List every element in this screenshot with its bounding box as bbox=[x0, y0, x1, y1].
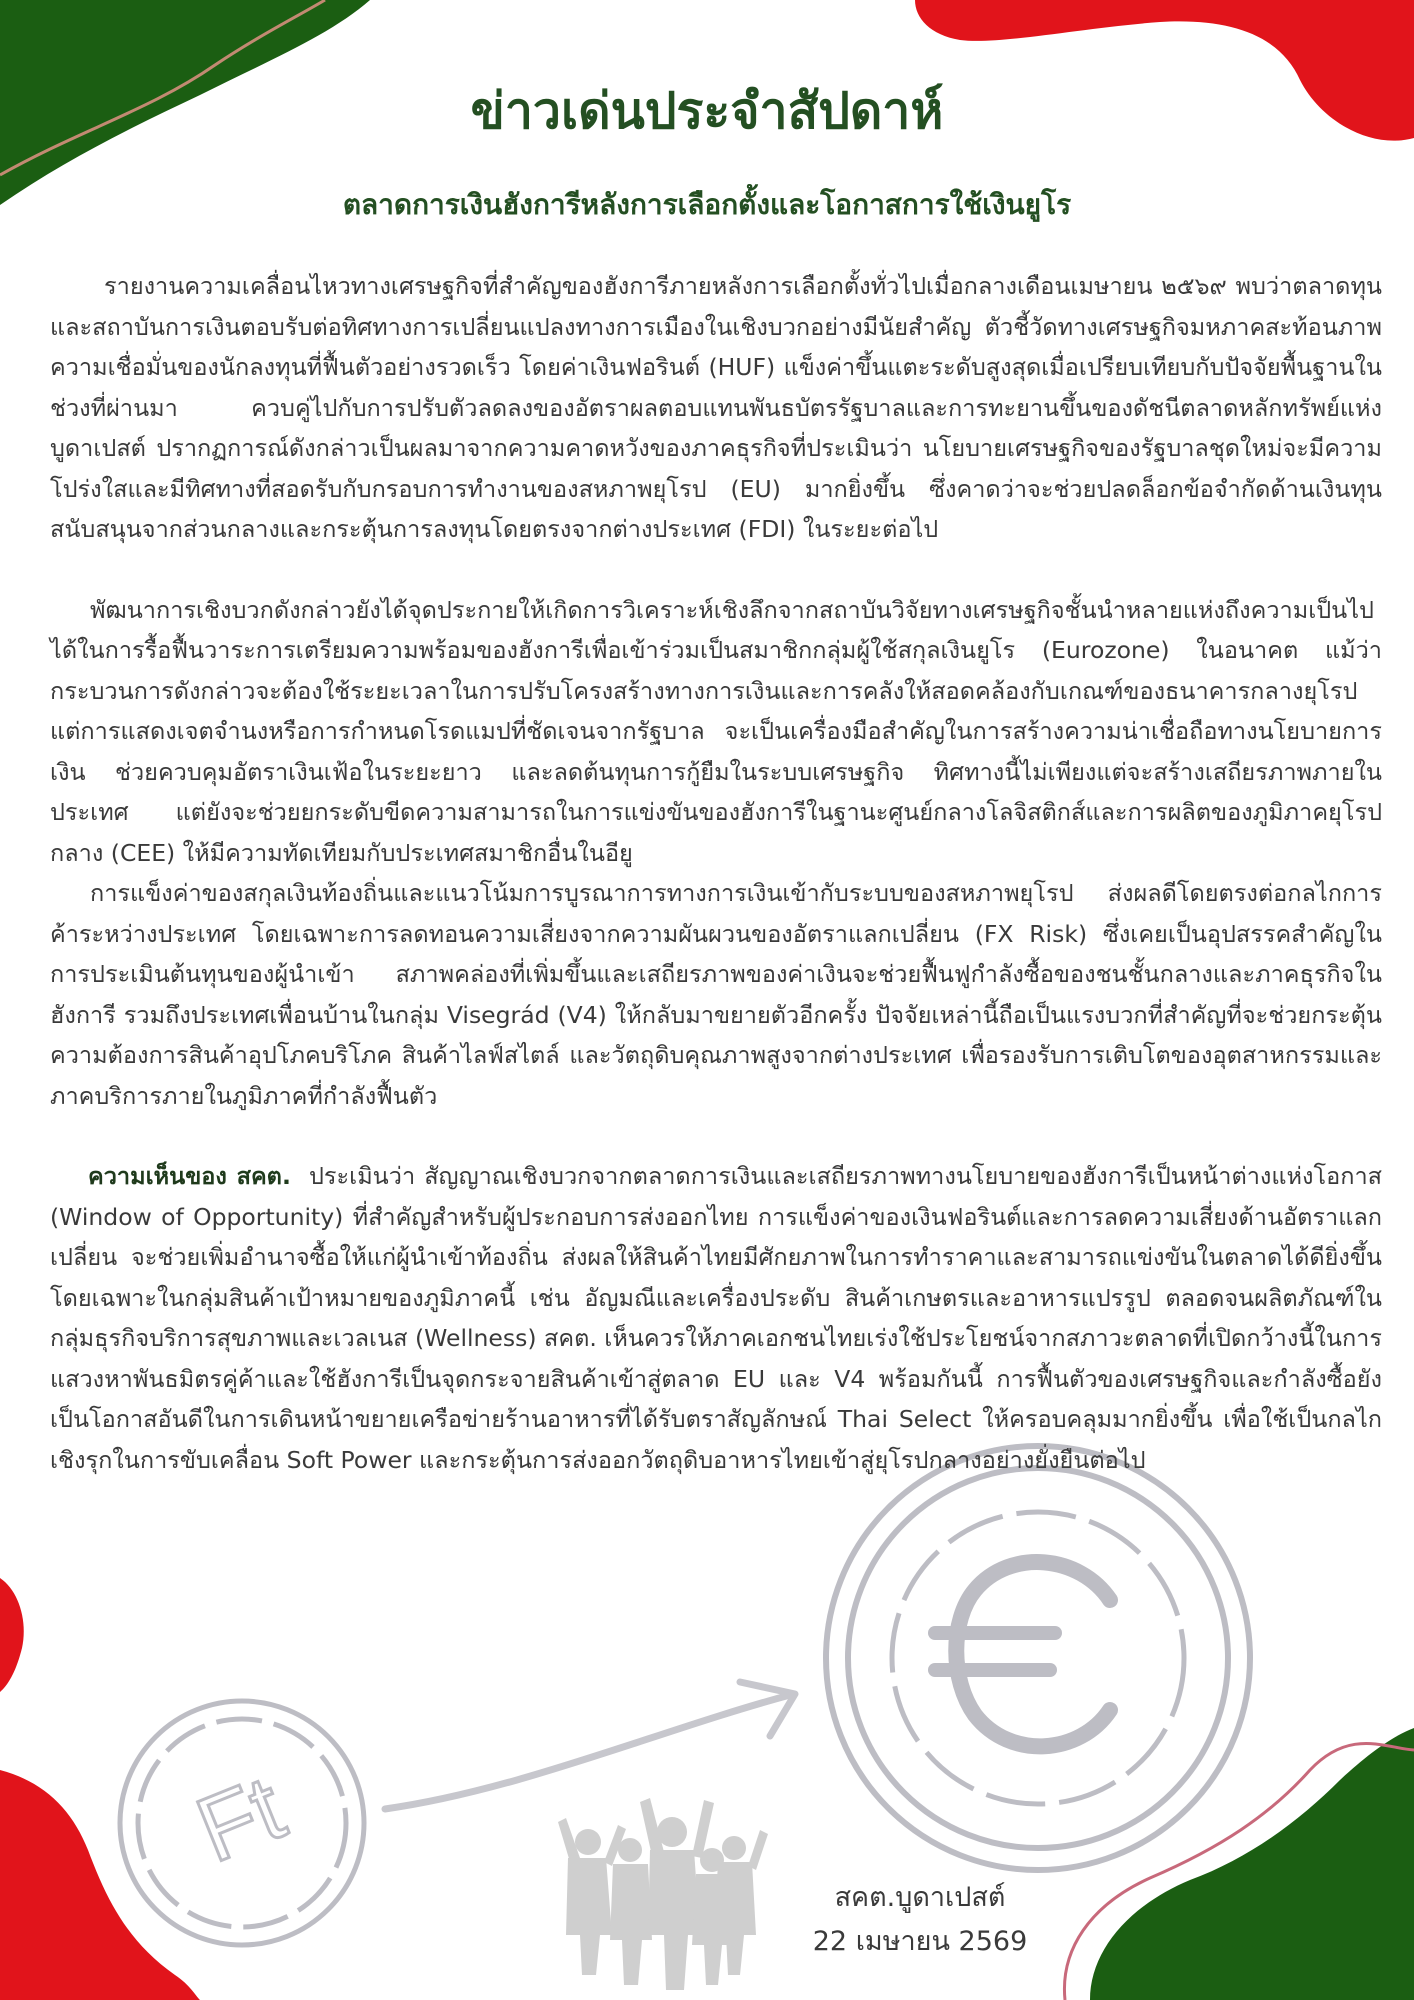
article-paragraph-1: รายงานความเคลื่อนไหวทางเศรษฐกิจที่สำคัญของฮังการีภายหลังการเลือกตั้งทั่วไปเมื่อกลางเดือนเมษายน ๒๕๖๙ พบว่าตลาดทุนและสถาบันการเงินตอบรับต่อทิศทางการเปลี่ยนแปลงทางการเมืองในเชิงบวกอย่างมีนัยสำคัญ ตัวชี้วัดทางเศรษฐกิจมหภาคสะท้อนภาพความเชื่อมั่นของนักลงทุนที่ฟื้นตัวอย่างรวดเร็ว โดยค่าเงินฟอรินต์ (HUF) แข็งค่าขึ้นแตะระดับสูงสุดเมื่อเปรียบเทียบกับปัจจัยพื้นฐานในช่วงที่ผ่านมา ควบคู่ไปกับการปรับตัวลดลงของอัตราผลตอบแทนพันธบัตรรัฐบาลและการทะยานขึ้นของดัชนีตลาดหลักทรัพย์แห่งบูดาเปสต์ ปรากฏการณ์ดังกล่าวเป็นผลมาจากความคาดหวังของภาคธุรกิจที่ประเมินว่า นโยบายเศรษฐกิจของรัฐบาลชุดใหม่จะมีความโปร่งใสและมีทิศทางที่สอดรับกับกรอบการทำงานของสหภาพยุโรป (EU) มากยิ่งขึ้น ซึ่งคาดว่าจะช่วยปลดล็อกข้อจำกัดด้านเงินทุนสนับสนุนจากส่วนกลางและกระตุ้นการลงทุนโดยตรงจากต่างประเทศ (FDI) ในระยะต่อไป bbox=[50, 272, 1382, 543]
opinion-paragraph bbox=[50, 1156, 1382, 1480]
page-subtitle: ตลาดการเงินฮังการีหลังการเลือกตั้งและโอกาสการใช้เงินยูโร bbox=[342, 188, 1072, 221]
forint-coin-label: Ft bbox=[183, 1756, 298, 1882]
page-title: ข่าวเด่นประจำสัปดาห์ bbox=[470, 82, 944, 140]
footer-office: สคต.บูดาเปสต์ bbox=[834, 1882, 1006, 1913]
article-paragraph-3: การแข็งค่าของสกุลเงินท้องถิ่นและแนวโน้มการบูรณาการทางการเงินเข้ากับระบบของสหภาพยุโรป ส่งผลดีโดยตรงต่อกลไกการค้าระหว่างประเทศ โดยเฉพาะการลดทอนความเสี่ยงจากความผันผวนของอัตราแลกเปลี่ยน (FX Risk) ซึ่งเคยเป็นอุปสรรคสำคัญในการประเมินต้นทุนของผู้นำเข้า สภาพคล่องที่เพิ่มขึ้นและเสถียรภาพของค่าเงินจะช่วยฟื้นฟูกำลังซื้อของชนชั้นกลางและภาคธุรกิจในฮังการี รวมถึงประเทศเพื่อนบ้านในกลุ่ม Visegrád (V4) ให้กลับมาขยายตัวอีกครั้ง ปัจจัยเหล่านี้ถือเป็นแรงบวกที่สำคัญที่จะช่วยกระตุ้นความต้องการสินค้าอุปโภคบริโภค สินค้าไลฟ์สไตล์ และวัตถุดิบคุณภาพสูงจากต่างประเทศ เพื่อรองรับการเติบโตของอุตสาหกรรมและภาคบริการภายในภูมิภาคที่กำลังฟื้นตัว bbox=[50, 879, 1382, 1110]
article-body bbox=[50, 266, 1382, 1480]
opinion-lead: ความเห็นของ สคต. bbox=[88, 1162, 291, 1190]
article-paragraph-2: พัฒนาการเชิงบวกดังกล่าวยังได้จุดประกายให้เกิดการวิเคราะห์เชิงลึกจากสถาบันวิจัยทางเศรษฐกิจชั้นนำหลายแห่งถึงความเป็นไปได้ในการรื้อฟื้นวาระการเตรียมความพร้อมของฮังการีเพื่อเข้าร่วมเป็นสมาชิกกลุ่มผู้ใช้สกุลเงินยูโร (Eurozone) ในอนาคต แม้ว่ากระบวนการดังกล่าวจะต้องใช้ระยะเวลาในการปรับโครงสร้างทางการเงินและการคลังให้สอดคล้องกับเกณฑ์ของธนาคารกลางยุโรป แต่การแสดงเจตจำนงหรือการกำหนดโรดแมปที่ชัดเจนจากรัฐบาล จะเป็นเครื่องมือสำคัญในการสร้างความน่าเชื่อถือทางนโยบายการเงิน ช่วยควบคุมอัตราเงินเฟ้อในระยะยาว และลดต้นทุนการกู้ยืมในระบบเศรษฐกิจ ทิศทางนี้ไม่เพียงแต่จะสร้างเสถียรภาพภายในประเทศ แต่ยังจะช่วยยกระดับขีดความสามารถในการแข่งขันของฮังการีในฐานะศูนย์กลางโลจิสติกส์และการผลิตของภูมิภาคยุโรปกลาง (CEE) ให้มีความทัดเทียมกับประเทศสมาชิกอื่นในอียู bbox=[50, 595, 1382, 867]
footer-date: 22 เมษายน 2569 bbox=[812, 1926, 1028, 1957]
opinion-text: ประเมินว่า สัญญาณเชิงบวกจากตลาดการเงินและเสถียรภาพทางนโยบายของฮังการีเป็นหน้าต่างแห่งโอกาส (Window of Opportunity) ที่สำคัญสำหรับผู้ประกอบการส่งออกไทย การแข็งค่าของเงินฟอรินต์และการลดความเสี่ยงด้านอัตราแลกเปลี่ยน จะช่วยเพิ่มอำนาจซื้อให้แก่ผู้นำเข้าท้องถิ่น ส่งผลให้สินค้าไทยมีศักยภาพในการทำราคาและสามารถแข่งขันในตลาดได้ดียิ่งขึ้น โดยเฉพาะในกลุ่มสินค้าเป้าหมายของภูมิภาคนี้ เช่น อัญมณีและเครื่องประดับ สินค้าเกษตรและอาหารแปรรูป ตลอดจนผลิตภัณฑ์ในกลุ่มธุรกิจบริการสุขภาพและเวลเนส (Wellness) สคต. เห็นควรให้ภาคเอกชนไทยเร่งใช้ประโยชน์จากสภาวะตลาดที่เปิดกว้างนี้ในการแสวงหาพันธมิตรคู่ค้าและใช้ฮังการีเป็นจุดกระจายสินค้าเข้าสู่ตลาด EU และ V4 พร้อมกันนี้ การฟื้นตัวของเศรษฐกิจและกำลังซื้อยังเป็นโอกาสอันดีในการเดินหน้าขยายเครือข่ายร้านอาหารที่ได้รับตราสัญลักษณ์ Thai Select ให้ครอบคลุมมากยิ่งขึ้น เพื่อใช้เป็นกลไกเชิงรุกในการขับเคลื่อน Soft Power และกระตุ้นการส่งออกวัตถุดิบอาหารไทยเข้าสู่ยุโรปกลางอย่างยั่งยืนต่อไป bbox=[50, 1162, 1382, 1474]
